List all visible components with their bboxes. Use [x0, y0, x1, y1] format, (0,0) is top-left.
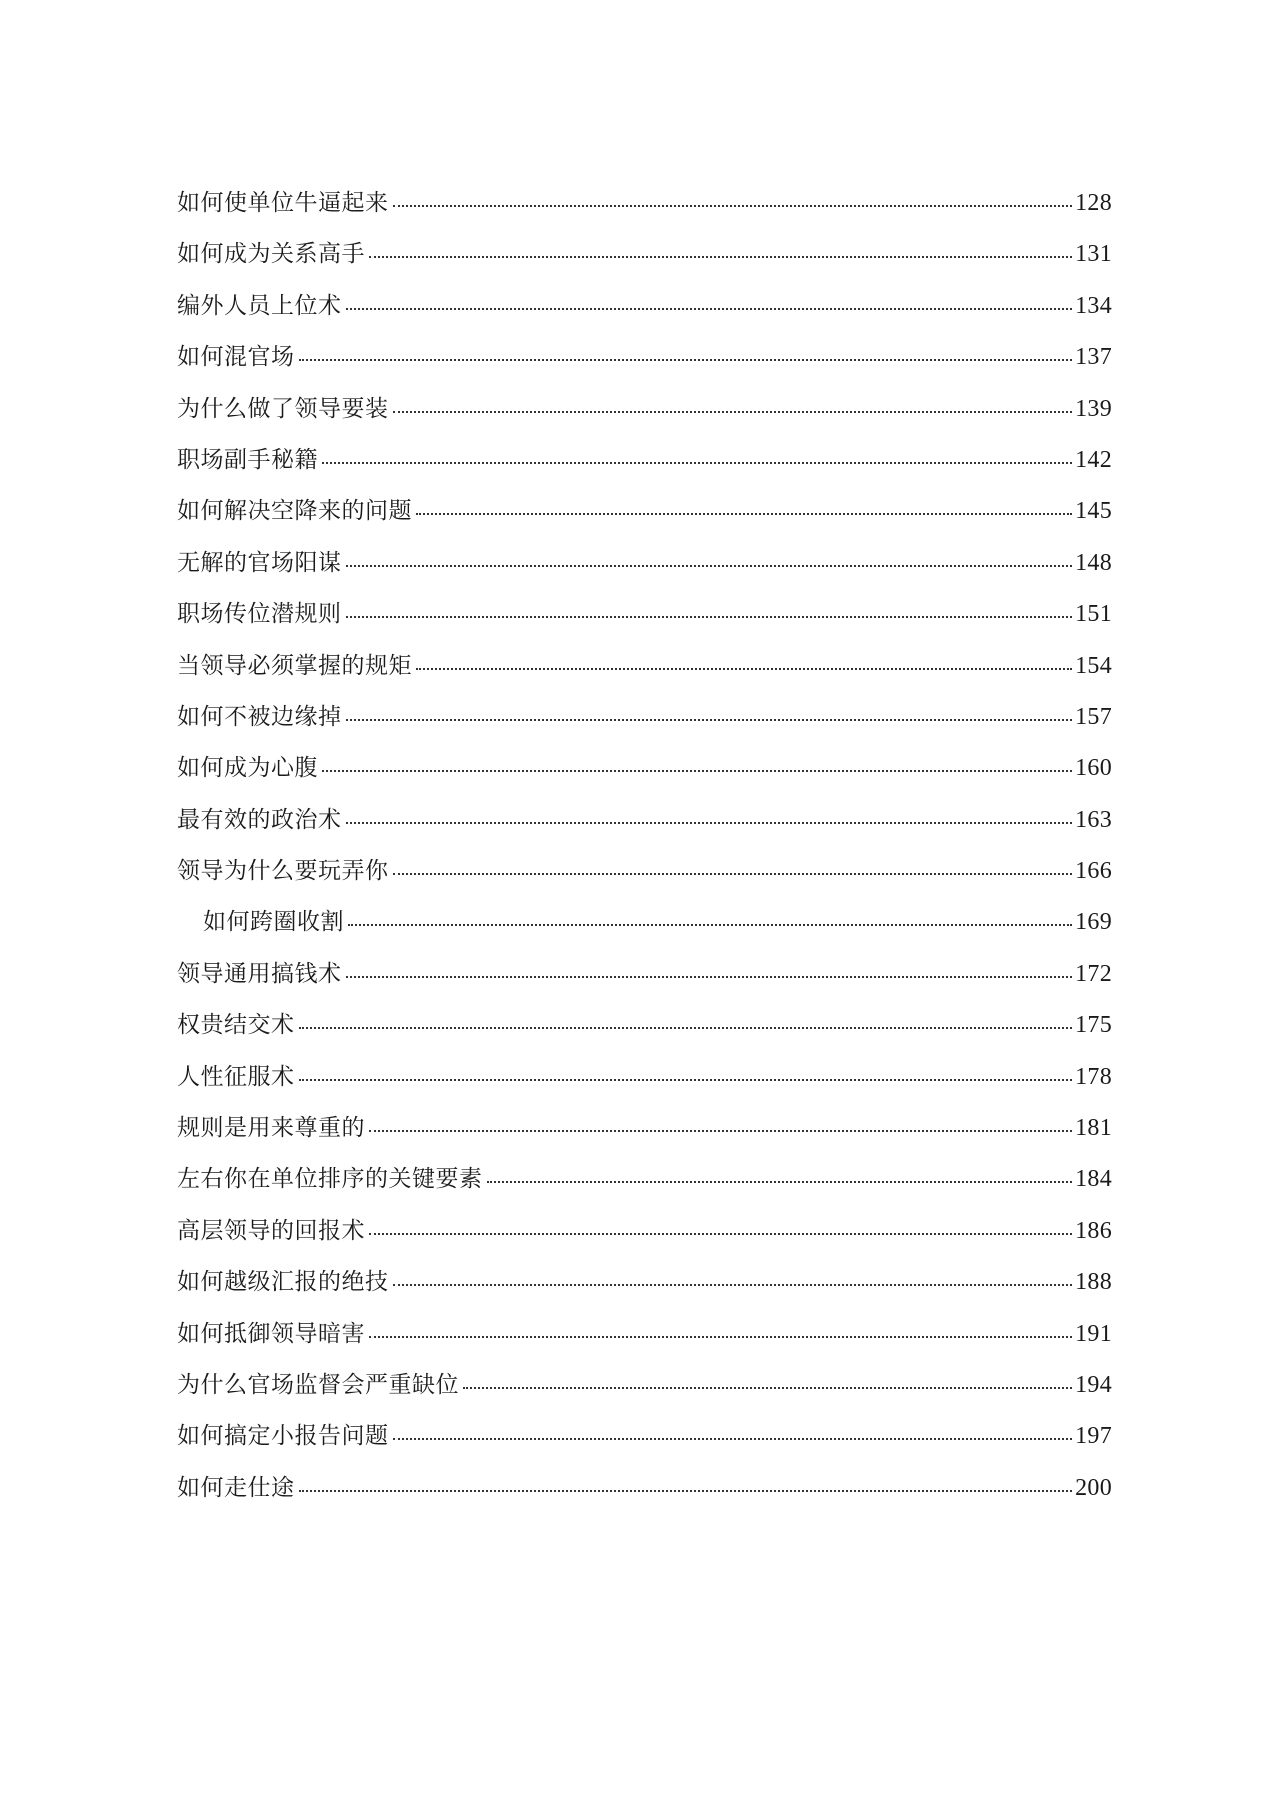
toc-entry[interactable] — [177, 949, 1112, 1000]
toc-entry-page-number: 172 — [1075, 960, 1112, 987]
toc-entry[interactable] — [177, 1360, 1112, 1411]
toc-entry-page-number: 175 — [1075, 1012, 1112, 1039]
dot-leader — [299, 1489, 1073, 1492]
dot-leader — [346, 307, 1073, 310]
toc-entry-page-number: 160 — [1075, 755, 1112, 782]
toc-entry-title: 左右你在单位排序的关键要素 — [177, 1166, 483, 1193]
toc-entry-page-number: 148 — [1075, 549, 1112, 576]
dot-leader — [369, 1129, 1072, 1132]
toc-entry-title: 领导为什么要玩弄你 — [177, 858, 389, 885]
dot-leader — [369, 1335, 1072, 1338]
toc-entry[interactable] — [177, 589, 1112, 640]
dot-leader — [348, 923, 1072, 926]
toc-entry[interactable] — [177, 1309, 1112, 1360]
dot-leader — [416, 667, 1072, 670]
toc-entry-title: 如何解决空降来的问题 — [177, 498, 412, 525]
toc-entry[interactable] — [177, 178, 1112, 229]
toc-entry-title: 当领导必须掌握的规矩 — [177, 652, 412, 679]
toc-entry-page-number: 145 — [1075, 498, 1112, 525]
toc-entry[interactable] — [177, 795, 1112, 846]
dot-leader — [487, 1180, 1073, 1183]
toc-entry[interactable] — [177, 1000, 1112, 1051]
toc-entry-page-number: 186 — [1075, 1217, 1112, 1244]
toc-entry-title: 人性征服术 — [177, 1063, 295, 1090]
toc-entry-page-number: 137 — [1075, 344, 1112, 371]
toc-entry-title: 如何成为心腹 — [177, 755, 318, 782]
toc-entry-title: 最有效的政治术 — [177, 806, 342, 833]
toc-entry-title: 如何使单位牛逼起来 — [177, 190, 389, 216]
toc-entry-title: 如何抵御领导暗害 — [177, 1320, 365, 1347]
toc-entry-title: 领导通用搞钱术 — [177, 960, 342, 987]
toc-entry-page-number: 191 — [1075, 1320, 1112, 1347]
toc-entry-title: 为什么做了领导要装 — [177, 395, 389, 422]
toc-entry[interactable] — [177, 1052, 1112, 1103]
dot-leader — [346, 975, 1073, 978]
toc-entry-page-number: 194 — [1075, 1371, 1112, 1398]
toc-entry[interactable] — [177, 538, 1112, 589]
toc-entry[interactable] — [177, 641, 1112, 692]
toc-entry-title: 高层领导的回报术 — [177, 1217, 365, 1244]
toc-entry-title: 如何成为关系高手 — [177, 241, 365, 268]
toc-entry-title: 职场传位潜规则 — [177, 601, 342, 628]
toc-entry[interactable] — [177, 1154, 1112, 1205]
dot-leader — [416, 512, 1072, 515]
toc-entry[interactable] — [177, 743, 1112, 794]
toc-entry[interactable] — [177, 1411, 1112, 1462]
toc-entry-title: 权贵结交术 — [177, 1012, 295, 1039]
toc-entry[interactable] — [177, 229, 1112, 280]
toc-entry[interactable] — [177, 384, 1112, 435]
toc-entry-title: 无解的官场阳谋 — [177, 549, 342, 576]
toc-entry[interactable] — [177, 281, 1112, 332]
toc-entry[interactable] — [177, 1257, 1112, 1308]
toc-entry[interactable] — [177, 332, 1112, 383]
toc-entry[interactable] — [177, 1103, 1112, 1154]
dot-leader — [393, 410, 1073, 413]
dot-leader — [299, 358, 1073, 361]
toc-entry-title: 编外人员上位术 — [177, 292, 342, 319]
dot-leader — [346, 615, 1073, 618]
toc-entry[interactable] — [177, 897, 1112, 948]
dot-leader — [299, 1026, 1073, 1029]
toc-entry-title: 职场副手秘籍 — [177, 446, 318, 473]
dot-leader — [369, 255, 1072, 258]
dot-leader — [322, 769, 1072, 772]
dot-leader — [346, 821, 1073, 824]
toc-entry-title: 如何混官场 — [177, 344, 295, 371]
dot-leader — [463, 1386, 1072, 1389]
toc-entry[interactable] — [177, 846, 1112, 897]
toc-entry-page-number: 128 — [1075, 190, 1112, 216]
toc-entry-page-number: 184 — [1075, 1166, 1112, 1193]
toc-entry-page-number: 166 — [1075, 858, 1112, 885]
dot-leader — [393, 1283, 1073, 1286]
dot-leader — [393, 1437, 1073, 1440]
toc-entry-page-number: 178 — [1075, 1063, 1112, 1090]
dot-leader — [346, 718, 1073, 721]
dot-leader — [369, 1232, 1072, 1235]
toc-entry-title: 为什么官场监督会严重缺位 — [177, 1371, 459, 1398]
toc-entry[interactable] — [177, 692, 1112, 743]
table-of-contents — [177, 178, 1112, 1514]
toc-entry-page-number: 134 — [1075, 292, 1112, 319]
toc-entry-page-number: 154 — [1075, 652, 1112, 679]
toc-entry-page-number: 197 — [1075, 1423, 1112, 1450]
toc-entry-page-number: 188 — [1075, 1269, 1112, 1296]
dot-leader — [346, 564, 1073, 567]
toc-entry-title: 规则是用来尊重的 — [177, 1115, 365, 1142]
toc-entry-title: 如何搞定小报告问题 — [177, 1423, 389, 1450]
toc-entry-title: 如何不被边缘掉 — [177, 703, 342, 730]
toc-entry-page-number: 139 — [1075, 395, 1112, 422]
toc-entry[interactable] — [177, 435, 1112, 486]
toc-entry-page-number: 181 — [1075, 1115, 1112, 1142]
toc-entry[interactable] — [177, 1206, 1112, 1257]
dot-leader — [393, 204, 1073, 207]
toc-entry-title: 如何跨圈收割 — [203, 909, 344, 936]
toc-entry-page-number: 200 — [1075, 1474, 1112, 1501]
dot-leader — [322, 461, 1072, 464]
dot-leader — [393, 872, 1073, 875]
toc-entry-page-number: 169 — [1075, 909, 1112, 936]
toc-entry-page-number: 151 — [1075, 601, 1112, 628]
toc-entry-page-number: 163 — [1075, 806, 1112, 833]
toc-entry[interactable] — [177, 486, 1112, 537]
toc-entry-title: 如何走仕途 — [177, 1474, 295, 1501]
dot-leader — [299, 1078, 1073, 1081]
toc-entry[interactable] — [177, 1463, 1112, 1514]
toc-entry-title: 如何越级汇报的绝技 — [177, 1269, 389, 1296]
toc-entry-page-number: 157 — [1075, 703, 1112, 730]
toc-entry-page-number: 131 — [1075, 241, 1112, 268]
toc-entry-page-number: 142 — [1075, 446, 1112, 473]
